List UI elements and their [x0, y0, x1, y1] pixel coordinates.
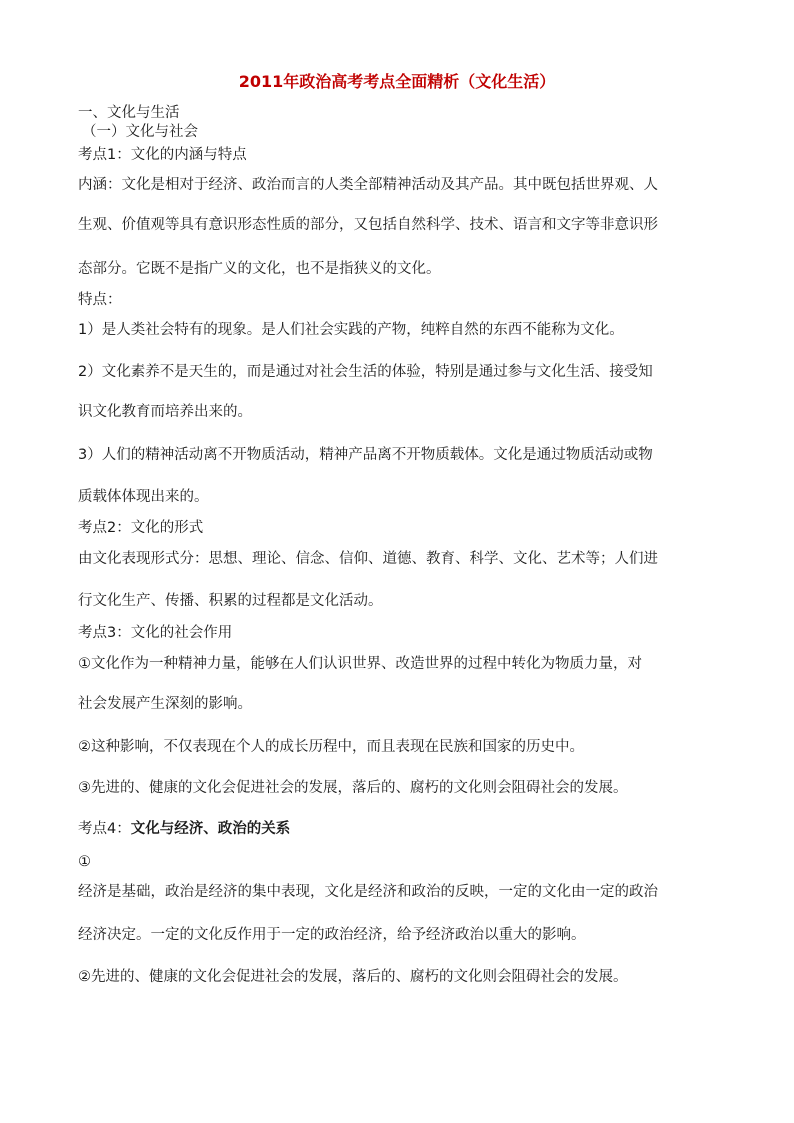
- kp1-definition-line: 内涵：文化是相对于经济、政治而言的人类全部精神活动及其产品。其中既包括世界观、人: [78, 177, 658, 193]
- kp3-text-line: 社会发展产生深刻的影响。: [78, 696, 252, 712]
- kp2-text-line: 由文化表现形式分：思想、理论、信念、信仰、道德、教育、科学、文化、艺术等；人们进: [78, 551, 658, 567]
- document-title: 2011年政治高考考点全面精析（文化生活）: [238, 72, 556, 91]
- kp4-marker: ①: [78, 854, 91, 870]
- kp2-heading: 考点2：文化的形式: [78, 520, 204, 536]
- section-heading: 一、文化与生活: [78, 105, 180, 121]
- kp4-text-line: 经济决定。一定的文化反作用于一定的政治经济，给予经济政治以重大的影响。: [78, 927, 586, 943]
- kp1-feature-line: 2）文化素养不是天生的，而是通过对社会生活的体验，特别是通过参与文化生活、接受知: [78, 364, 653, 380]
- kp4-heading: [78, 820, 728, 838]
- kp1-feature-line: 质载体体现出来的。: [78, 489, 209, 505]
- kp3-text-line: ②这种影响，不仅表现在个人的成长历程中，而且表现在民族和国家的历史中。: [78, 739, 584, 755]
- kp1-feature-line: 1）是人类社会特有的现象。是人们社会实践的产物，纯粹自然的东西不能称为文化。: [78, 322, 624, 338]
- kp4-heading-title: 文化与经济、政治的关系: [130, 821, 291, 837]
- kp4-text-line: ②先进的、健康的文化会促进社会的发展，落后的、腐朽的文化则会阻碍社会的发展。: [78, 969, 628, 985]
- kp4-heading-prefix: 考点4：: [78, 821, 131, 837]
- kp3-text-line: ①文化作为一种精神力量，能够在人们认识世界、改造世界的过程中转化为物质力量，对: [78, 656, 642, 672]
- kp3-text-line: ③先进的、健康的文化会促进社会的发展，落后的、腐朽的文化则会阻碍社会的发展。: [78, 780, 628, 796]
- kp1-definition-line: 生观、价值观等具有意识形态性质的部分，又包括自然科学、技术、语言和文字等非意识形: [78, 217, 658, 233]
- kp1-heading: 考点1：文化的内涵与特点: [78, 147, 247, 163]
- kp1-features-label: 特点：: [78, 292, 122, 308]
- kp4-text-line: 经济是基础，政治是经济的集中表现，文化是经济和政治的反映，一定的文化由一定的政治: [78, 884, 658, 900]
- subsection-heading: （一）文化与社会: [82, 124, 198, 140]
- kp1-feature-line: 识文化教育而培养出来的。: [78, 404, 252, 420]
- kp3-heading: 考点3：文化的社会作用: [78, 625, 233, 641]
- kp1-feature-line: 3）人们的精神活动离不开物质活动，精神产品离不开物质载体。文化是通过物质活动或物: [78, 447, 653, 463]
- kp1-definition-line: 态部分。它既不是指广义的文化，也不是指狭义的文化。: [78, 261, 441, 277]
- kp2-text-line: 行文化生产、传播、积累的过程都是文化活动。: [78, 593, 383, 609]
